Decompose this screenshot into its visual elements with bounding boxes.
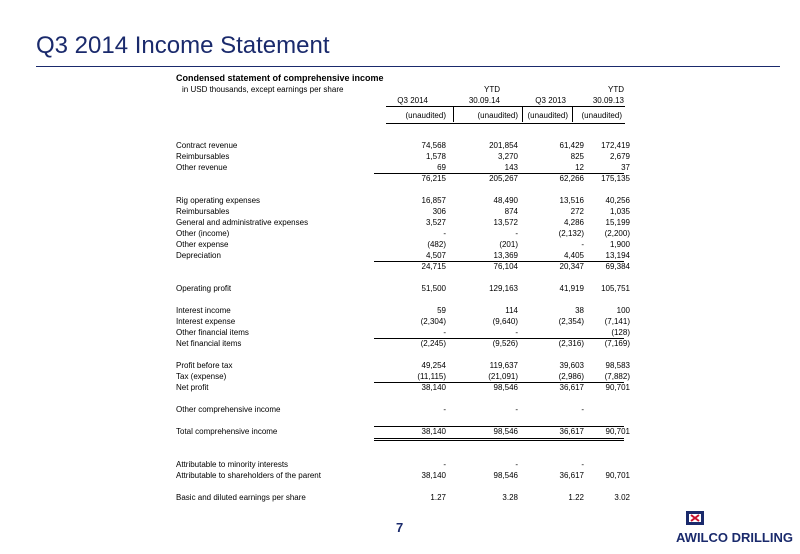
row-label: Rig operating expenses	[176, 196, 261, 205]
row-label: Net profit	[176, 383, 209, 392]
table-row	[176, 262, 630, 273]
row-value: 3,270	[497, 152, 518, 161]
row-value: 1,035	[609, 207, 630, 216]
table-row	[176, 141, 630, 152]
title-divider	[36, 66, 780, 67]
row-value: (2,132)	[558, 229, 584, 238]
row-value: 37	[621, 163, 630, 172]
row-value: 12	[575, 163, 584, 172]
row-value: (2,200)	[604, 229, 630, 238]
row-value: (128)	[611, 328, 630, 337]
table-row	[176, 196, 630, 207]
row-value: 90,701	[605, 427, 630, 436]
logo-wordmark: AWILCO DRILLING	[676, 530, 793, 545]
row-label: Attributable to minority interests	[176, 460, 289, 469]
row-label: Interest income	[176, 306, 231, 315]
row-value: 172,419	[601, 141, 630, 150]
row-value: 16,857	[421, 196, 446, 205]
table-row	[176, 383, 630, 394]
table-row	[176, 460, 626, 471]
row-label: General and administrative expenses	[176, 218, 309, 227]
table-row	[176, 240, 630, 251]
row-value: 825	[570, 152, 584, 161]
row-value: (21,091)	[488, 372, 518, 381]
row-value: (201)	[499, 240, 518, 249]
table-row	[176, 361, 630, 372]
row-value: 1.22	[568, 493, 584, 502]
row-value: 59	[437, 306, 446, 315]
page-title: Q3 2014 Income Statement	[36, 32, 330, 59]
row-value: 4,507	[425, 251, 446, 260]
col-header-ytd-2013: YTD	[608, 85, 624, 94]
row-value: 3.28	[502, 493, 518, 502]
row-label: Reimbursables	[176, 152, 230, 161]
row-label: Depreciation	[176, 251, 221, 260]
row-value: 13,369	[493, 251, 518, 260]
col-header-q3-2014: Q3 2014	[397, 96, 428, 105]
row-value: 98,546	[493, 427, 518, 436]
row-value: (7,169)	[604, 339, 630, 348]
row-value: (11,115)	[417, 372, 446, 381]
row-value: 38,140	[421, 471, 446, 480]
row-value: (9,640)	[492, 317, 518, 326]
row-value: 48,490	[493, 196, 518, 205]
row-value: -	[581, 240, 584, 249]
row-value: -	[443, 405, 446, 414]
unaudited-label: (unaudited)	[527, 111, 568, 120]
flag-icon	[684, 510, 706, 528]
row-value: -	[443, 460, 446, 469]
row-value: 62,266	[559, 174, 584, 183]
row-value: (2,304)	[420, 317, 446, 326]
row-value: (7,141)	[604, 317, 630, 326]
row-value: 15,199	[605, 218, 630, 227]
row-value: 90,701	[605, 383, 630, 392]
table-row	[176, 405, 626, 416]
statement-heading: Condensed statement of comprehensive income	[176, 73, 384, 83]
row-value: (2,354)	[558, 317, 584, 326]
row-value: 13,194	[605, 251, 630, 260]
row-value: 114	[505, 306, 518, 315]
row-value: (7,882)	[604, 372, 630, 381]
row-value: -	[515, 328, 518, 337]
row-value: 40,256	[605, 196, 630, 205]
row-value: (2,986)	[558, 372, 584, 381]
row-value: 38,140	[421, 383, 446, 392]
row-value: 143	[504, 163, 518, 172]
row-label: Net financial items	[176, 339, 242, 348]
table-row	[176, 317, 630, 328]
row-value: 3,527	[425, 218, 446, 227]
row-value: 98,583	[605, 361, 630, 370]
row-value: 24,715	[421, 262, 446, 271]
table-row	[176, 306, 630, 317]
row-value: 13,572	[493, 218, 518, 227]
row-value: (9,526)	[492, 339, 518, 348]
row-value: 90,701	[605, 471, 630, 480]
row-value: 201,854	[489, 141, 518, 150]
row-value: 98,546	[493, 383, 518, 392]
row-label: Tax (expense)	[176, 372, 227, 381]
row-label: Interest expense	[176, 317, 236, 326]
table-row	[176, 218, 630, 229]
row-value: 306	[432, 207, 446, 216]
row-value: 2,679	[609, 152, 630, 161]
row-value: 36,617	[559, 427, 584, 436]
col-header-q3-2013: Q3 2013	[535, 96, 566, 105]
row-value: -	[443, 328, 446, 337]
table-row	[176, 493, 630, 504]
row-value: -	[515, 460, 518, 469]
row-value: -	[581, 405, 584, 414]
table-row	[176, 207, 630, 218]
row-value: (2,245)	[420, 339, 446, 348]
row-value: 74,568	[421, 141, 446, 150]
row-label: Other expense	[176, 240, 229, 249]
row-label: Other (income)	[176, 229, 230, 238]
unaudited-label: (unaudited)	[477, 111, 518, 120]
row-label: Operating profit	[176, 284, 232, 293]
row-label: Contract revenue	[176, 141, 238, 150]
page-number: 7	[396, 520, 404, 535]
row-value: 874	[504, 207, 518, 216]
row-value: -	[443, 229, 446, 238]
row-value: 39,603	[559, 361, 584, 370]
row-value: 13,516	[559, 196, 584, 205]
row-value: 49,254	[421, 361, 446, 370]
table-row	[176, 339, 630, 350]
statement-subheading: in USD thousands, except earnings per share	[182, 85, 344, 94]
row-value: 76,104	[493, 262, 518, 271]
row-value: 105,751	[601, 284, 630, 293]
table-row	[176, 284, 630, 295]
table-row	[176, 427, 630, 438]
row-label: Basic and diluted earnings per share	[176, 493, 306, 502]
row-label: Other revenue	[176, 163, 228, 172]
row-value: 4,405	[563, 251, 584, 260]
unaudited-label: (unaudited)	[405, 111, 446, 120]
table-row	[176, 152, 630, 163]
row-value: 1.27	[430, 493, 446, 502]
row-label: Other comprehensive income	[176, 405, 281, 414]
row-value: 36,617	[559, 383, 584, 392]
row-value: 76,215	[421, 174, 446, 183]
table-row	[176, 229, 630, 240]
row-value: 41,919	[559, 284, 584, 293]
company-logo	[676, 510, 793, 550]
row-label: Attributable to shareholders of the parent	[176, 471, 321, 480]
row-value: 51,500	[421, 284, 446, 293]
row-value: (482)	[427, 240, 446, 249]
row-value: 36,617	[559, 471, 584, 480]
row-value: -	[515, 405, 518, 414]
row-value: 69	[437, 163, 446, 172]
row-value: 272	[570, 207, 584, 216]
row-label: Reimbursables	[176, 207, 230, 216]
row-value: (2,316)	[558, 339, 584, 348]
col-header-ytd-2014: YTD	[484, 85, 500, 94]
row-value: 61,429	[559, 141, 584, 150]
row-value: -	[581, 460, 584, 469]
col-header-ytd-2013-date: 30.09.13	[592, 96, 624, 105]
table-row	[176, 471, 630, 482]
row-value: 4,286	[563, 218, 584, 227]
row-value: -	[515, 229, 518, 238]
row-value: 1,578	[425, 152, 446, 161]
row-label: Other financial items	[176, 328, 249, 337]
row-value: 38,140	[421, 427, 446, 436]
row-value: 20,347	[559, 262, 584, 271]
unaudited-label: (unaudited)	[581, 111, 622, 120]
col-header-ytd-2014-date: 30.09.14	[468, 96, 500, 105]
row-value: 175,135	[601, 174, 630, 183]
row-label: Total comprehensive income	[176, 427, 278, 436]
row-value: 205,267	[489, 174, 518, 183]
row-value: 38	[575, 306, 584, 315]
row-label: Profit before tax	[176, 361, 233, 370]
row-value: 98,546	[493, 471, 518, 480]
row-value: 69,384	[605, 262, 630, 271]
row-value: 1,900	[609, 240, 630, 249]
row-value: 100	[616, 306, 630, 315]
row-value: 129,163	[489, 284, 518, 293]
table-row	[176, 174, 630, 185]
row-value: 119,637	[489, 361, 518, 370]
row-value: 3.02	[614, 493, 630, 502]
